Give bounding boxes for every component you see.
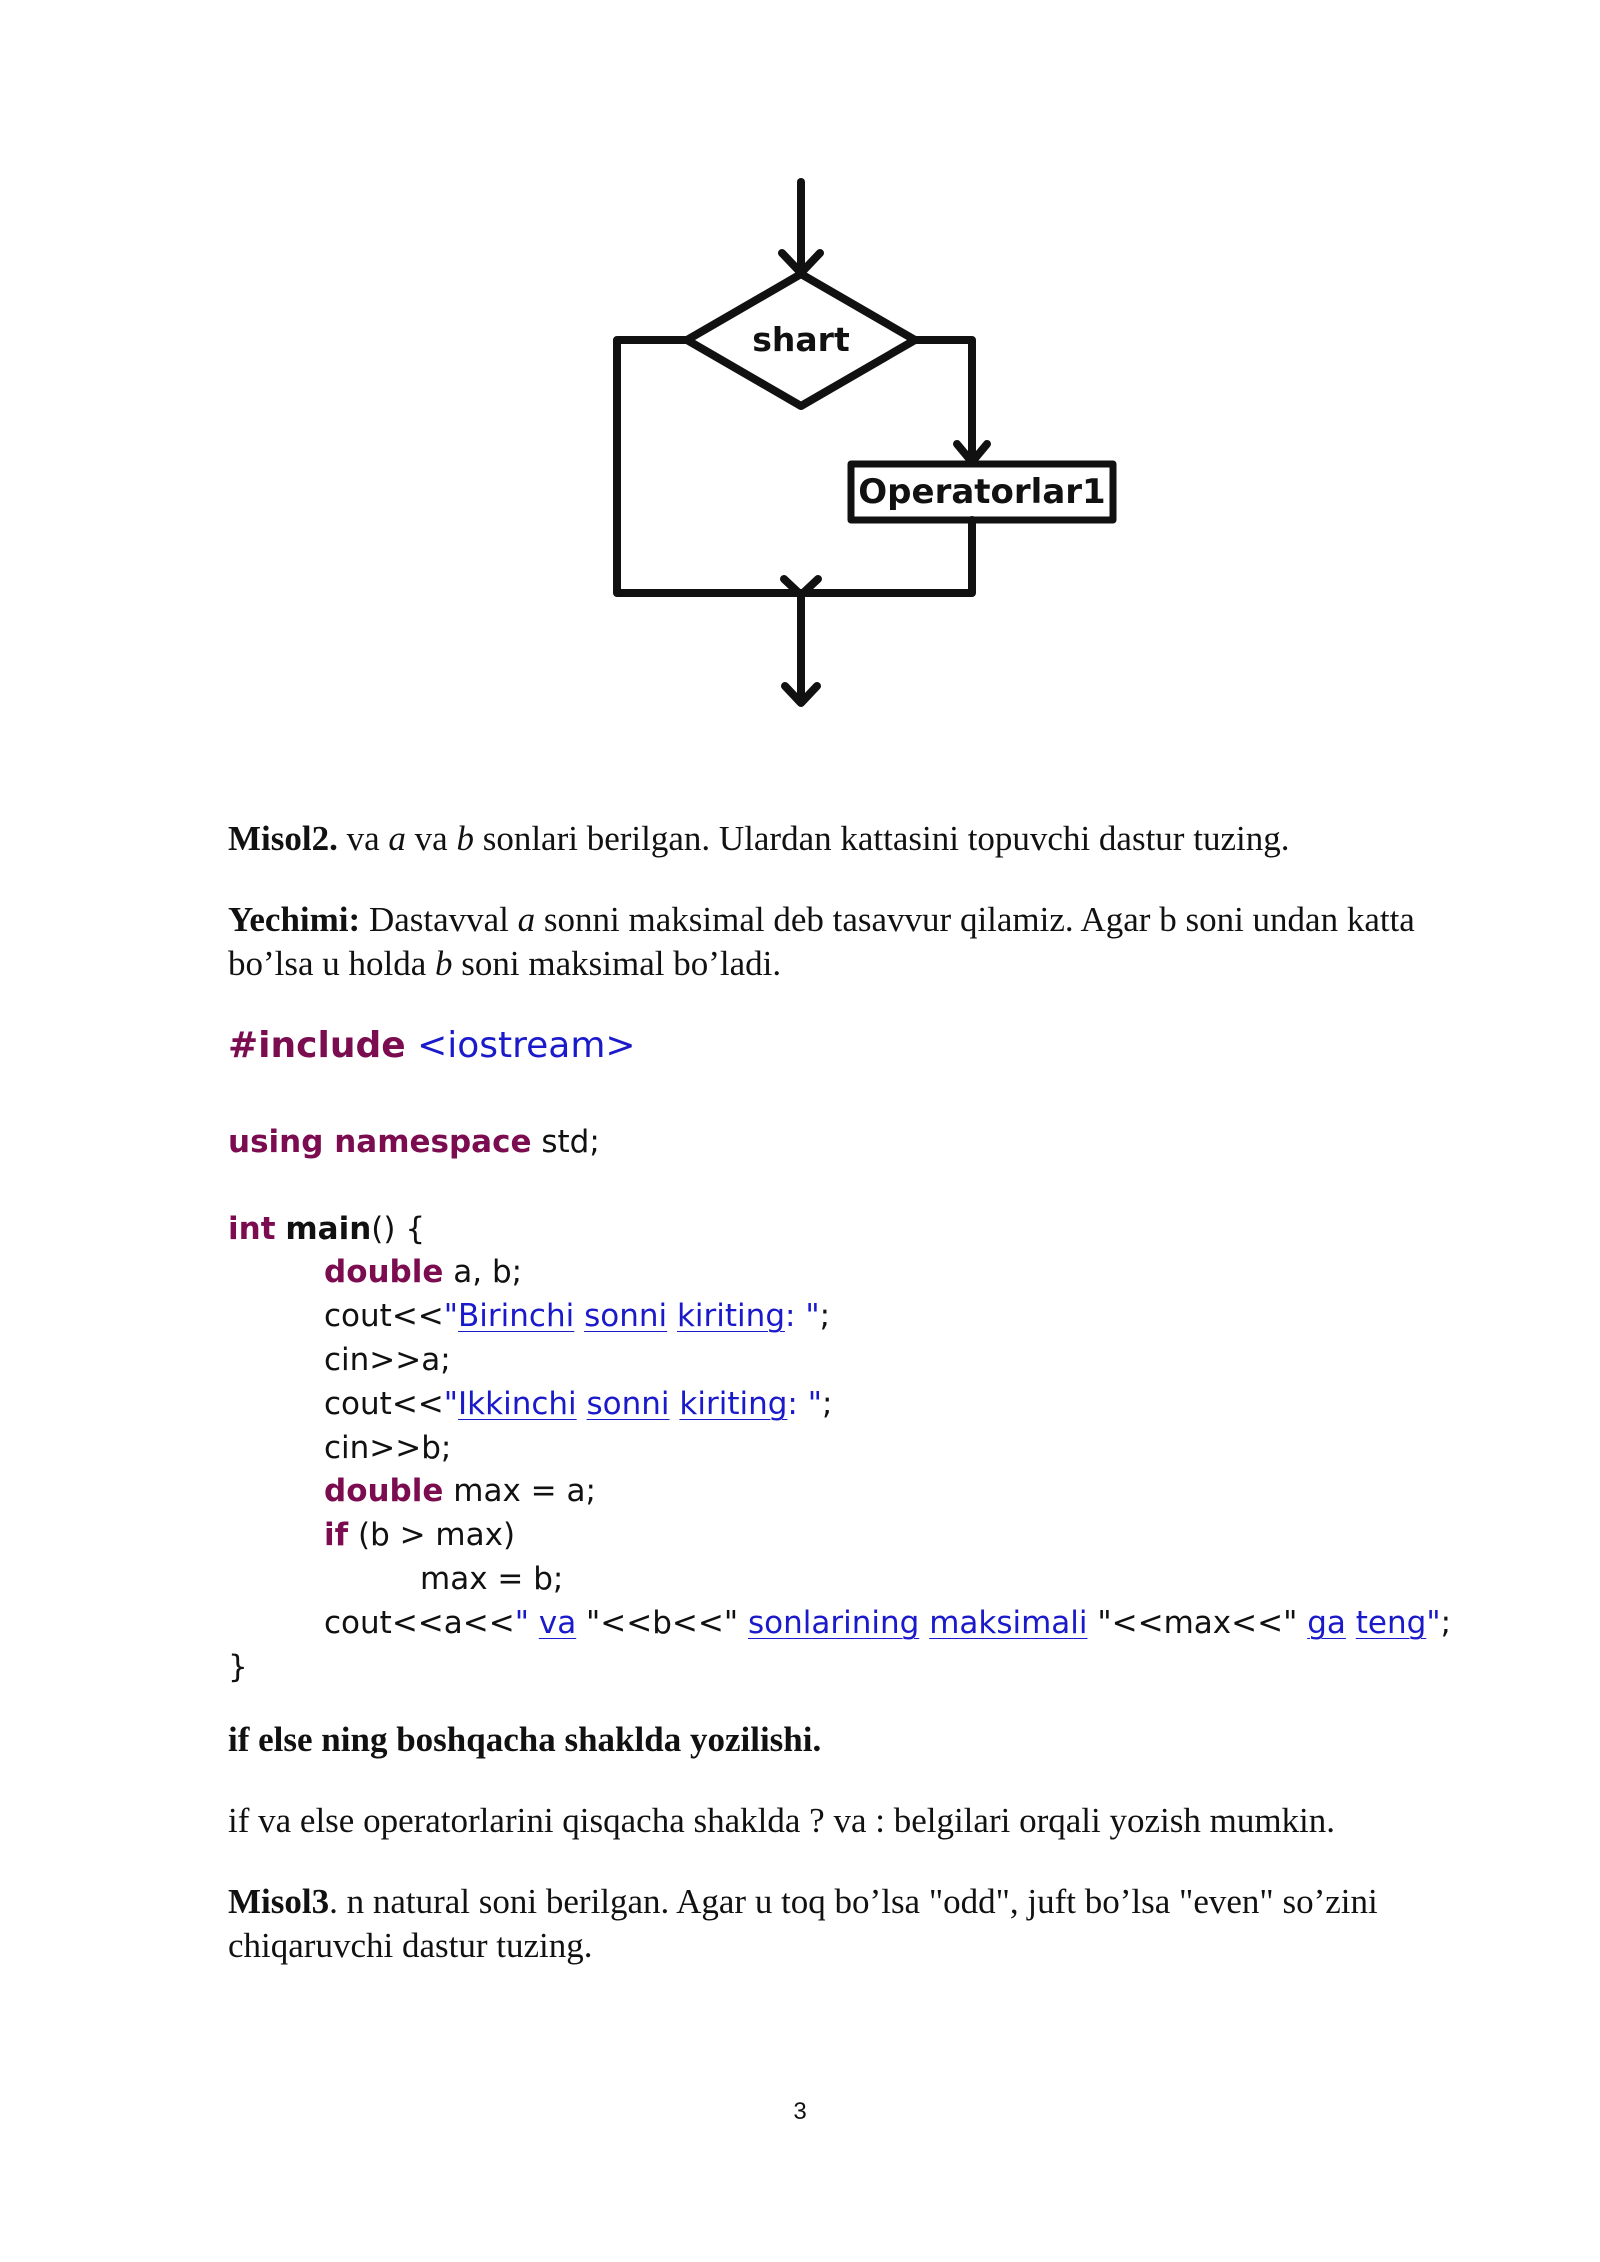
condition-label: shart — [752, 320, 850, 359]
code-space — [1346, 1605, 1356, 1641]
code-text: ; — [819, 1298, 831, 1334]
code-line-include — [228, 1025, 636, 1066]
code-space — [919, 1605, 929, 1641]
code-quote: " — [1426, 1605, 1441, 1641]
false-branch-line — [617, 340, 801, 593]
code-text: max = a; — [443, 1473, 596, 1509]
code-keyword: #include — [228, 1025, 406, 1066]
code-space — [1088, 1605, 1098, 1641]
code-line-main — [228, 1211, 425, 1247]
code-string-word: kiriting — [679, 1386, 788, 1422]
code-string-word: sonni — [586, 1386, 670, 1422]
code-text: "<<max<<" — [1097, 1605, 1298, 1641]
code-string — [738, 1605, 1097, 1641]
code-string-tail: : — [787, 1386, 808, 1422]
code-text: cout<< — [324, 1386, 444, 1422]
operator-label: Operatorlar1 — [858, 472, 1106, 512]
code-line-using — [228, 1124, 600, 1160]
code-library: <iostream> — [405, 1025, 636, 1066]
code-line-cin-a: cin>>a; — [324, 1342, 451, 1378]
code-string-word: va — [538, 1605, 577, 1641]
code-space — [670, 1386, 680, 1422]
code-line-cout1 — [324, 1298, 830, 1334]
code-text: a, b; — [443, 1254, 523, 1290]
example3-title: Misol3 — [228, 1882, 330, 1921]
example2-title: Misol2. — [228, 819, 338, 858]
code-line-cin-b: cin>>b; — [324, 1430, 452, 1466]
example3-text: . n natural soni berilgan. Agar u toq bo’lsa "odd", juft bo’lsa "even" so’zini chiqaruvchi dastur tuzing. — [228, 1882, 1378, 1965]
solution-paragraph — [228, 898, 1478, 986]
code-string-tail: : — [785, 1298, 806, 1334]
example2-var-b: b — [456, 819, 474, 858]
code-string-word: Birinchi — [458, 1298, 575, 1334]
code-quote: " — [805, 1298, 820, 1334]
code-string-word: teng — [1355, 1605, 1427, 1641]
code-quote: " — [807, 1386, 822, 1422]
code-line-assign: max = b; — [420, 1561, 564, 1597]
code-text: ; — [822, 1386, 833, 1422]
code-line-cout3 — [324, 1605, 1451, 1641]
section-heading-text: if else ning boshqacha shaklda yozilishi. — [228, 1720, 822, 1759]
code-string-word: sonlarining — [748, 1605, 920, 1641]
code-keyword: int — [228, 1211, 276, 1247]
example2-text: sonlari berilgan. Ulardan kattasini topuvchi dastur tuzing. — [473, 819, 1290, 858]
code-line-max — [324, 1473, 596, 1509]
code-text: ; — [1440, 1605, 1452, 1641]
solution-text: sonni maksimal deb tasavvur qilamiz. Agar b soni undan katta bo’lsa u holda — [228, 900, 1415, 983]
solution-var-a: a — [517, 900, 536, 939]
example3-paragraph — [228, 1880, 1478, 1968]
page-number: 3 — [793, 2098, 807, 2125]
code-space — [574, 1298, 584, 1334]
shorthand-paragraph: if va else operatorlarini qisqacha shaklda ? va : belgilari orqali yozish mumkin. — [228, 1801, 1336, 1840]
code-string-word: Ikkinchi — [458, 1386, 577, 1422]
code-function: main — [285, 1211, 372, 1247]
code-quote: " — [514, 1605, 529, 1641]
code-string-word: maksimali — [929, 1605, 1088, 1641]
section-heading — [228, 1718, 1478, 1762]
flowchart-figure — [560, 170, 1180, 730]
example2-text: va — [337, 819, 389, 858]
code-space — [529, 1605, 539, 1641]
code-space — [577, 1386, 587, 1422]
code-space — [576, 1605, 586, 1641]
code-space — [1297, 1605, 1307, 1641]
code-string — [444, 1386, 822, 1422]
code-quote: " — [443, 1386, 459, 1422]
code-line-cout2 — [324, 1386, 832, 1422]
code-keyword: if — [324, 1517, 349, 1553]
operator-return-line — [801, 520, 972, 593]
flowchart-diagram — [560, 170, 1180, 730]
code-keyword: double — [324, 1254, 444, 1290]
code-string-word: sonni — [584, 1298, 668, 1334]
code-line-close: } — [228, 1649, 248, 1685]
code-text: (b > max) — [348, 1517, 516, 1553]
example2-paragraph — [228, 817, 1478, 861]
code-string-word: ga — [1307, 1605, 1346, 1641]
code-text: cout<< — [324, 1298, 444, 1334]
code-string — [1297, 1605, 1440, 1641]
code-quote: " — [443, 1298, 459, 1334]
code-text: cout<<a<< — [324, 1605, 515, 1641]
solution-text: Dastavval — [360, 900, 518, 939]
code-keyword: double — [324, 1473, 444, 1509]
example2-var-a: a — [388, 819, 406, 858]
code-string — [444, 1298, 820, 1334]
solution-var-b: b — [435, 944, 453, 983]
code-text: std; — [531, 1124, 600, 1160]
code-string — [515, 1605, 586, 1641]
code-space — [738, 1605, 748, 1641]
code-line-if — [324, 1517, 515, 1553]
true-branch-line — [915, 340, 972, 460]
solution-title: Yechimi: — [228, 900, 361, 939]
code-string-word: kiriting — [676, 1298, 785, 1334]
code-space — [667, 1298, 677, 1334]
code-text: "<<b<<" — [586, 1605, 739, 1641]
code-line-decl — [324, 1254, 522, 1290]
example2-text: va — [405, 819, 457, 858]
code-keyword: using namespace — [228, 1124, 532, 1160]
code-text: () { — [371, 1211, 426, 1247]
solution-text: soni maksimal bo’ladi. — [452, 944, 782, 983]
